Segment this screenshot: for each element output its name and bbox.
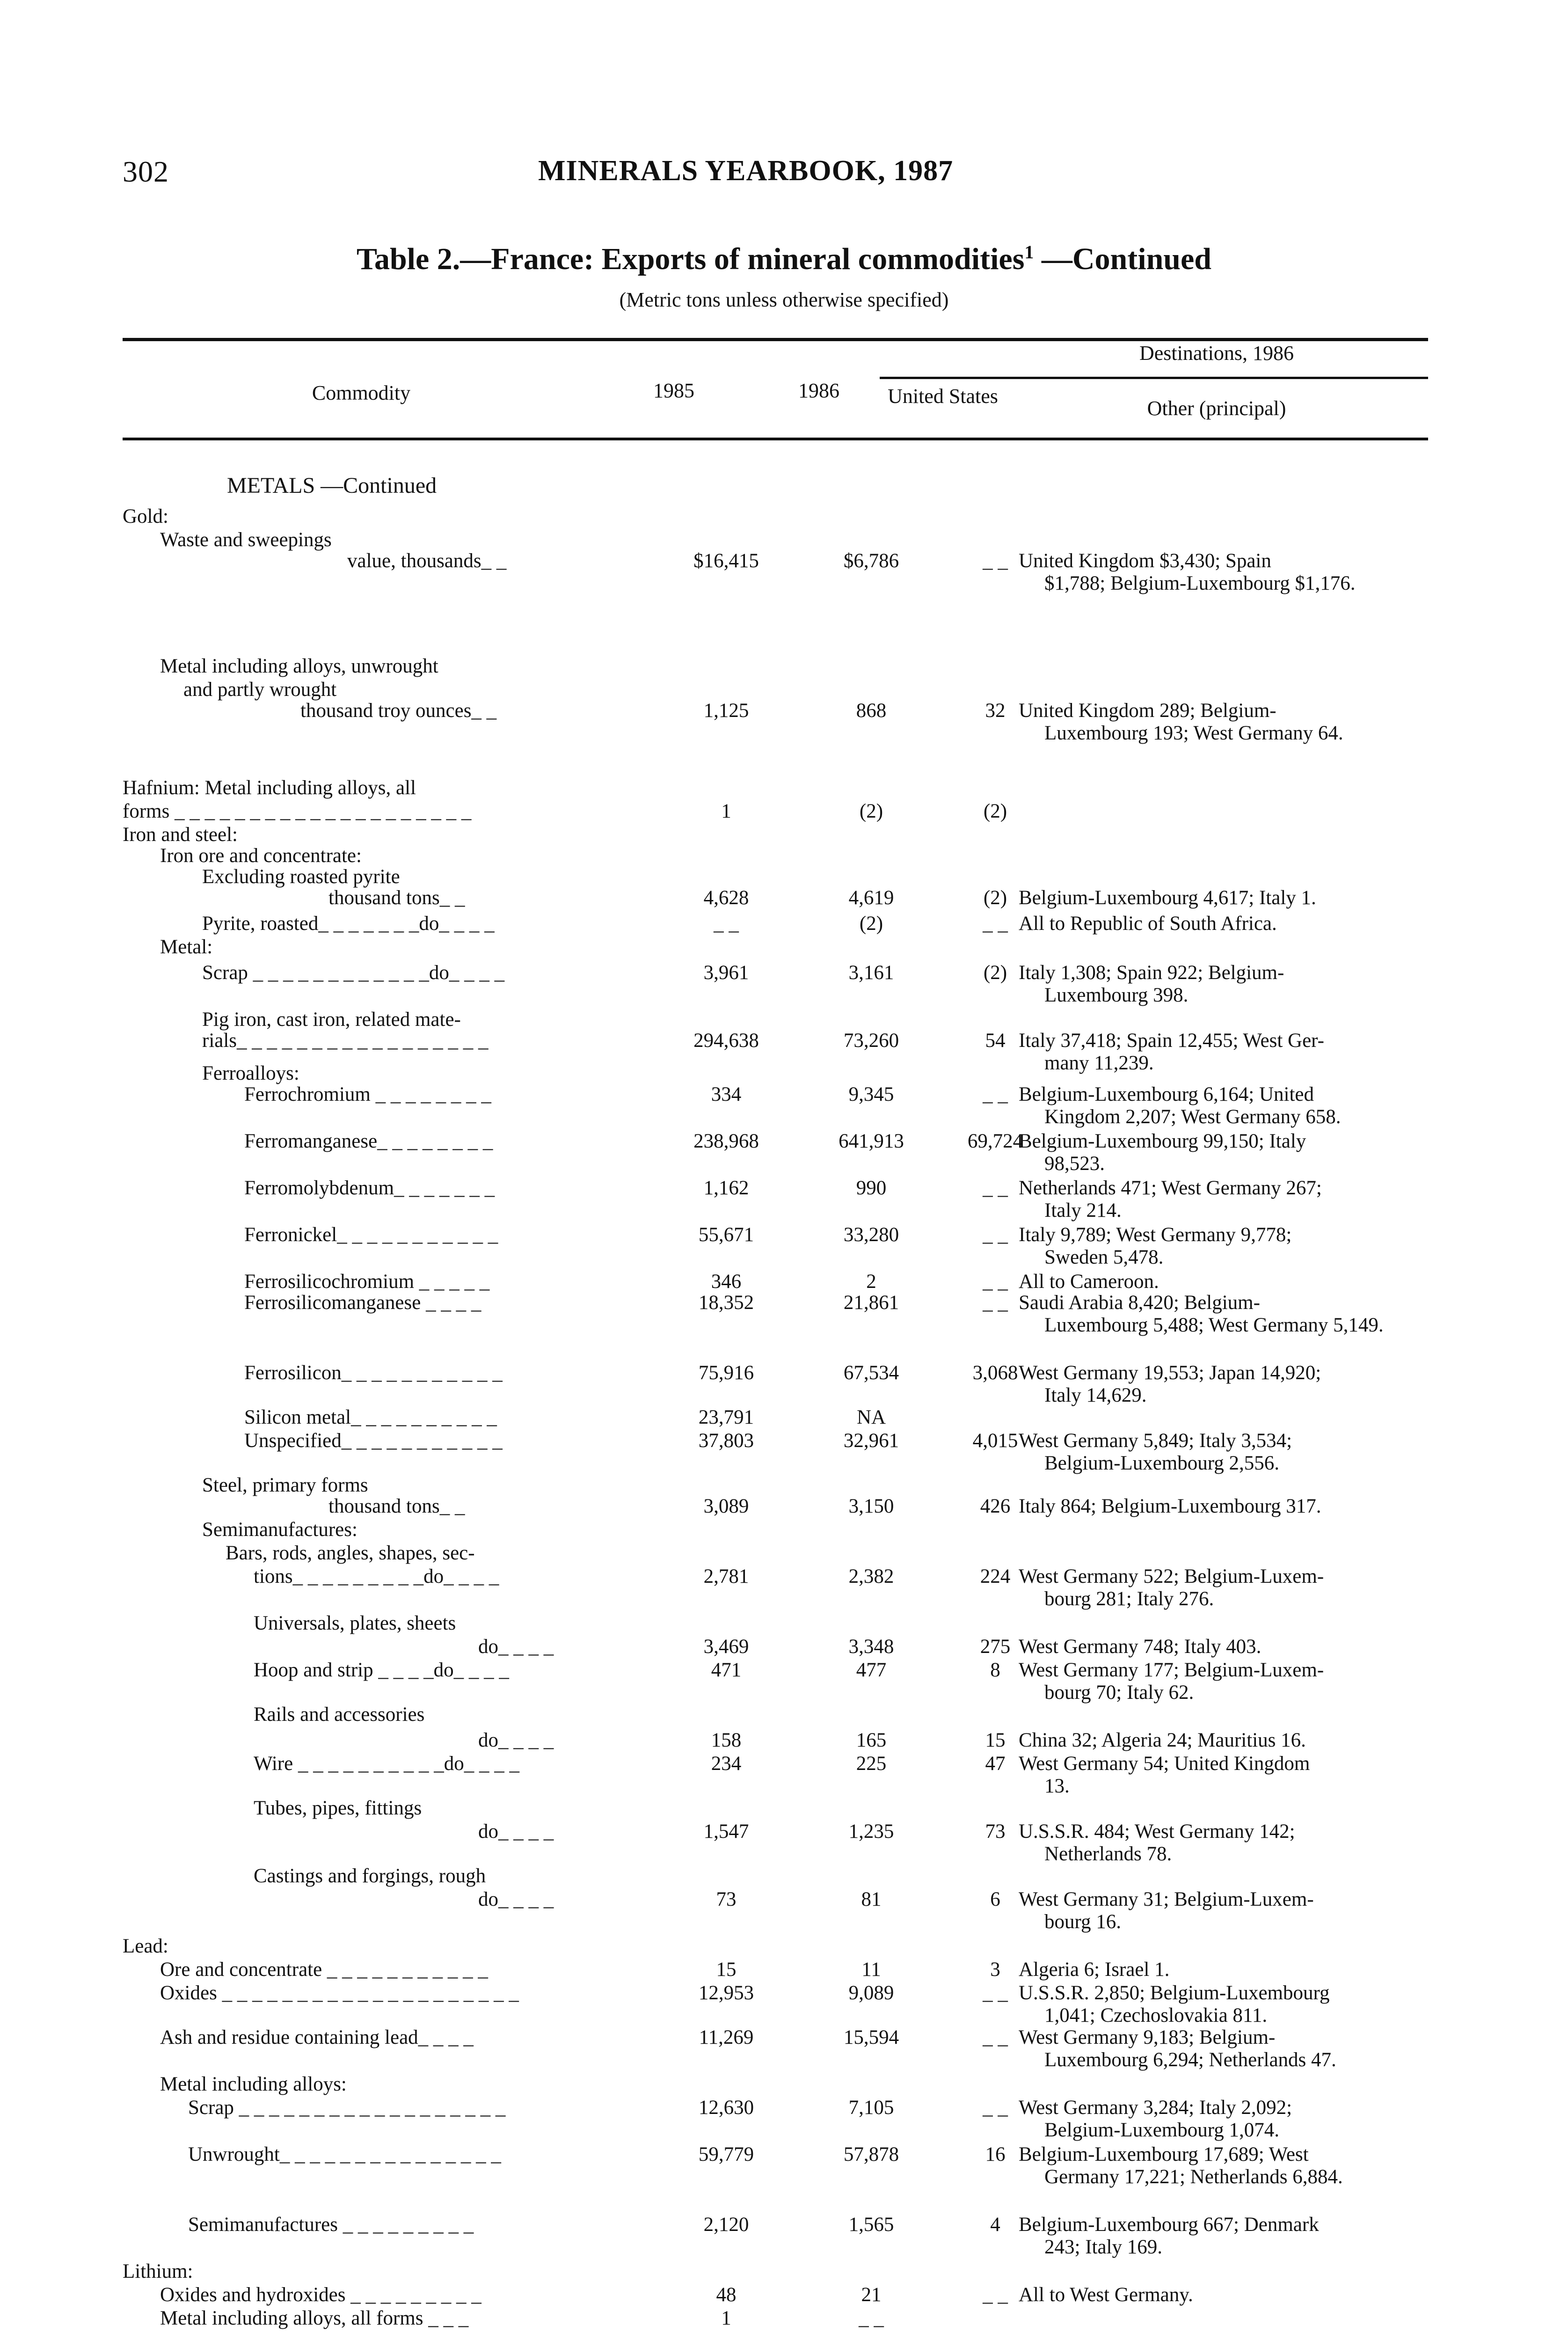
commodity-cell: do_ _ _ _ — [478, 1636, 554, 1658]
other-destinations-cell — [1019, 1495, 1430, 1518]
running-title: MINERALS YEARBOOK, 1987 — [538, 155, 954, 187]
other-destinations-cell — [1019, 2284, 1430, 2306]
commodity-cell: Ferronickel_ _ _ _ _ _ _ _ _ _ _ — [244, 1224, 498, 1246]
commodity-cell: Hoop and strip _ _ _ _do_ _ _ _ — [254, 1659, 509, 1681]
other-destinations-line: Saudi Arabia 8,420; Belgium- — [1019, 1292, 1260, 1314]
other-destinations-line: Belgium-Luxembourg 4,617; Italy 1. — [1019, 887, 1316, 909]
other-destinations-line: bourg 16. — [1044, 1911, 1122, 1933]
other-destinations-line: Germany 17,221; Netherlands 6,884. — [1044, 2166, 1343, 2188]
value-1985-cell: 73 — [716, 1888, 737, 1910]
value-1986-cell: 2 — [866, 1271, 876, 1293]
column-header-other: Other (principal) — [1147, 397, 1286, 420]
commodity-cell: Metal including alloys: — [160, 2073, 347, 2095]
destinations-rule — [880, 377, 1428, 379]
other-destinations-line: Belgium-Luxembourg 17,689; West — [1019, 2143, 1309, 2165]
value-1985-cell: $16,415 — [693, 550, 759, 572]
other-destinations-cell — [1019, 887, 1430, 909]
column-header-1985: 1985 — [653, 379, 694, 402]
commodity-cell: Lead: — [123, 1935, 168, 1957]
united-states-cell: (2) — [983, 962, 1007, 984]
united-states-cell: (2) — [983, 800, 1007, 822]
value-1985-cell: 59,779 — [698, 2143, 754, 2165]
other-destinations-line: Netherlands 471; West Germany 267; — [1019, 1177, 1322, 1199]
value-1986-cell: 1,235 — [848, 1821, 894, 1843]
united-states-cell: _ _ — [983, 2284, 1008, 2306]
other-destinations-line: Italy 14,629. — [1044, 1384, 1147, 1406]
united-states-cell: 275 — [980, 1636, 1011, 1658]
value-1985-cell: _ _ — [714, 913, 739, 935]
value-1986-cell: (2) — [859, 800, 883, 822]
value-1985-cell: 11,269 — [699, 2026, 754, 2048]
other-destinations-line: many 11,239. — [1044, 1052, 1154, 1074]
commodity-cell: tions_ _ _ _ _ _ _ _ _do_ _ _ _ — [254, 1565, 499, 1587]
value-1985-cell: 1,162 — [703, 1177, 749, 1199]
other-destinations-line: West Germany 19,553; Japan 14,920; — [1019, 1362, 1321, 1384]
commodity-cell: value, thousands_ _ — [347, 550, 507, 572]
commodity-cell: Scrap _ _ _ _ _ _ _ _ _ _ _ _do_ _ _ _ — [202, 962, 505, 984]
commodity-cell: Oxides and hydroxides _ _ _ _ _ _ _ _ _ — [160, 2284, 481, 2306]
united-states-cell: 224 — [980, 1565, 1011, 1587]
other-destinations-cell — [1019, 1888, 1430, 1933]
other-destinations-cell — [1019, 1982, 1430, 2027]
value-1985-cell: 55,671 — [698, 1224, 754, 1246]
commodity-cell: thousand tons_ _ — [328, 887, 465, 909]
value-1986-cell: 32,961 — [843, 1430, 899, 1452]
commodity-cell: Gold: — [123, 505, 168, 527]
commodity-cell: Unwrought_ _ _ _ _ _ _ _ _ _ _ _ _ _ _ — [188, 2143, 501, 2165]
value-1986-cell: 1,565 — [848, 2214, 894, 2236]
table-top-rule — [123, 338, 1428, 341]
other-destinations-line: 243; Italy 169. — [1044, 2236, 1162, 2258]
united-states-cell: (2) — [983, 887, 1007, 909]
other-destinations-line: Belgium-Luxembourg 667; Denmark — [1019, 2214, 1319, 2236]
value-1985-cell: 18,352 — [698, 1292, 754, 1314]
value-1985-cell: 234 — [711, 1753, 742, 1775]
other-destinations-line: bourg 281; Italy 276. — [1044, 1588, 1214, 1610]
other-destinations-line: Belgium-Luxembourg 99,150; Italy — [1019, 1130, 1306, 1152]
value-1985-cell: 1 — [721, 2307, 731, 2329]
united-states-cell: _ _ — [983, 1224, 1008, 1246]
value-1986-cell: 2,382 — [848, 1565, 894, 1587]
united-states-cell: 73 — [985, 1821, 1006, 1843]
other-destinations-cell — [1019, 1753, 1430, 1798]
value-1986-cell: 3,150 — [848, 1495, 894, 1517]
value-1985-cell: 12,953 — [698, 1982, 754, 2004]
commodity-cell: Ferromolybdenum_ _ _ _ _ _ _ — [244, 1177, 495, 1199]
united-states-cell: 15 — [985, 1729, 1006, 1751]
value-1985-cell: 3,469 — [703, 1636, 749, 1658]
other-destinations-line: Algeria 6; Israel 1. — [1019, 1959, 1170, 1981]
value-1986-cell: 868 — [856, 700, 887, 722]
commodity-cell: and partly wrought — [183, 679, 337, 701]
other-destinations-line: West Germany 177; Belgium-Luxem- — [1019, 1659, 1324, 1681]
value-1986-cell: 15,594 — [843, 2026, 899, 2048]
commodity-cell: do_ _ _ _ — [478, 1888, 554, 1910]
commodity-cell: Semimanufactures _ _ _ _ _ _ _ _ _ — [188, 2214, 474, 2236]
value-1986-cell: 3,348 — [848, 1636, 894, 1658]
other-destinations-line: 98,523. — [1044, 1153, 1105, 1175]
commodity-cell: Waste and sweepings — [160, 529, 332, 551]
united-states-cell: 54 — [985, 1030, 1006, 1052]
column-header-1986: 1986 — [798, 379, 839, 402]
other-destinations-cell — [1019, 2026, 1430, 2071]
other-destinations-line: Luxembourg 6,294; Netherlands 47. — [1044, 2049, 1336, 2071]
other-destinations-cell — [1019, 1659, 1430, 1704]
united-states-cell: _ _ — [983, 2026, 1008, 2048]
united-states-cell: _ _ — [983, 1271, 1008, 1293]
other-destinations-cell — [1019, 1030, 1430, 1075]
value-1985-cell: 4,628 — [703, 887, 749, 909]
value-1985-cell: 3,961 — [703, 962, 749, 984]
other-destinations-line: All to West Germany. — [1019, 2284, 1193, 2306]
other-destinations-line: Belgium-Luxembourg 6,164; United — [1019, 1083, 1314, 1105]
value-1986-cell: 57,878 — [843, 2143, 899, 2165]
value-1985-cell: 75,916 — [698, 1362, 754, 1384]
value-1986-cell: 21,861 — [843, 1292, 899, 1314]
table-title-footnote: 1 — [1024, 241, 1034, 263]
commodity-cell: Ferrosilicomanganese _ _ _ _ — [244, 1292, 481, 1314]
other-destinations-cell — [1019, 913, 1430, 935]
other-destinations-cell — [1019, 1224, 1430, 1269]
value-1986-cell: 641,913 — [839, 1130, 904, 1152]
other-destinations-line: West Germany 522; Belgium-Luxem- — [1019, 1565, 1324, 1587]
value-1986-cell: 67,534 — [843, 1362, 899, 1384]
other-destinations-cell — [1019, 1271, 1430, 1293]
other-destinations-line: 1,041; Czechoslovakia 811. — [1044, 2004, 1268, 2026]
other-destinations-line: Italy 214. — [1044, 1199, 1122, 1221]
other-destinations-line: West Germany 31; Belgium-Luxem- — [1019, 1888, 1314, 1910]
value-1986-cell: 11 — [861, 1959, 881, 1981]
other-destinations-line: Italy 1,308; Spain 922; Belgium- — [1019, 962, 1284, 984]
other-destinations-line: West Germany 5,849; Italy 3,534; — [1019, 1430, 1292, 1452]
commodity-cell: Ash and residue containing lead_ _ _ _ — [160, 2026, 474, 2048]
value-1985-cell: 15 — [716, 1959, 737, 1981]
value-1985-cell: 2,781 — [703, 1565, 749, 1587]
other-destinations-line: West Germany 54; United Kingdom — [1019, 1753, 1310, 1775]
value-1985-cell: 334 — [711, 1083, 742, 1105]
other-destinations-line: Belgium-Luxembourg 2,556. — [1044, 1452, 1280, 1474]
commodity-cell: Ore and concentrate _ _ _ _ _ _ _ _ _ _ _ — [160, 1959, 488, 1981]
other-destinations-line: Kingdom 2,207; West Germany 658. — [1044, 1106, 1341, 1128]
table-title-text: Table 2.—France: Exports of mineral commodities — [357, 242, 1025, 276]
other-destinations-cell — [1019, 2143, 1430, 2188]
value-1985-cell: 23,791 — [698, 1406, 754, 1428]
commodity-cell: thousand tons_ _ — [328, 1495, 465, 1517]
united-states-cell: 4 — [990, 2214, 1000, 2236]
united-states-cell: 3 — [990, 1959, 1000, 1981]
value-1985-cell: 294,638 — [693, 1030, 759, 1052]
other-destinations-cell — [1019, 1130, 1430, 1175]
value-1985-cell: 158 — [711, 1729, 742, 1751]
other-destinations-cell — [1019, 2214, 1430, 2259]
united-states-cell: _ _ — [983, 913, 1008, 935]
commodity-cell: Lithium: — [123, 2260, 193, 2282]
united-states-cell: _ _ — [983, 1292, 1008, 1314]
value-1986-cell: $6,786 — [843, 550, 899, 572]
united-states-cell: 6 — [990, 1888, 1000, 1910]
united-states-cell: _ _ — [983, 1177, 1008, 1199]
other-destinations-line: Sweden 5,478. — [1044, 1246, 1164, 1268]
table-title-suffix: —Continued — [1034, 242, 1211, 276]
united-states-cell: 8 — [990, 1659, 1000, 1681]
other-destinations-line: China 32; Algeria 24; Mauritius 16. — [1019, 1729, 1306, 1751]
commodity-cell: Castings and forgings, rough — [254, 1865, 486, 1887]
other-destinations-line: Belgium-Luxembourg 1,074. — [1044, 2119, 1280, 2141]
united-states-cell: 69,724 — [967, 1130, 1023, 1152]
united-states-cell: _ _ — [983, 1982, 1008, 2004]
value-1986-cell: 3,161 — [848, 962, 894, 984]
other-destinations-line: West Germany 3,284; Italy 2,092; — [1019, 2097, 1292, 2119]
column-header-united-states: United States — [888, 385, 998, 408]
other-destinations-line: 13. — [1044, 1775, 1070, 1797]
commodity-cell: Excluding roasted pyrite — [202, 866, 400, 888]
column-header-commodity: Commodity — [312, 381, 411, 404]
united-states-cell: 32 — [985, 700, 1006, 722]
other-destinations-cell — [1019, 1636, 1430, 1658]
other-destinations-line: All to Republic of South Africa. — [1019, 913, 1277, 935]
value-1986-cell: 21 — [861, 2284, 882, 2306]
united-states-cell: _ _ — [983, 2097, 1008, 2119]
other-destinations-cell — [1019, 1959, 1430, 1981]
other-destinations-line: United Kingdom $3,430; Spain — [1019, 550, 1271, 572]
page-number: 302 — [123, 155, 169, 188]
commodity-cell: Iron and steel: — [123, 824, 238, 846]
value-1986-cell: 4,619 — [848, 887, 894, 909]
value-1985-cell: 1,125 — [703, 700, 749, 722]
other-destinations-line: All to Cameroon. — [1019, 1271, 1159, 1293]
other-destinations-line: Luxembourg 5,488; West Germany 5,149. — [1044, 1314, 1384, 1336]
other-destinations-line: West Germany 9,183; Belgium- — [1019, 2026, 1276, 2048]
value-1986-cell: 33,280 — [843, 1224, 899, 1246]
commodity-cell: Ferroalloys: — [202, 1062, 299, 1084]
value-1985-cell: 3,089 — [703, 1495, 749, 1517]
commodity-cell: Wire _ _ _ _ _ _ _ _ _ _do_ _ _ _ — [254, 1753, 519, 1775]
value-1986-cell: 9,345 — [848, 1083, 894, 1105]
other-destinations-line: Netherlands 78. — [1044, 1843, 1172, 1865]
commodity-cell: Unspecified_ _ _ _ _ _ _ _ _ _ _ — [244, 1430, 503, 1452]
value-1986-cell: (2) — [859, 913, 883, 935]
value-1986-cell: 81 — [861, 1888, 882, 1910]
value-1986-cell: NA — [856, 1406, 886, 1428]
commodity-cell: thousand troy ounces_ _ — [300, 700, 497, 722]
value-1985-cell: 471 — [711, 1659, 742, 1681]
value-1986-cell: 7,105 — [848, 2097, 894, 2119]
united-states-cell: 4,015 — [972, 1430, 1018, 1452]
value-1986-cell: 225 — [856, 1753, 887, 1775]
commodity-cell: Ferrosilicon_ _ _ _ _ _ _ _ _ _ _ — [244, 1362, 503, 1384]
column-header-destinations: Destinations, 1986 — [1139, 342, 1294, 365]
united-states-cell: 3,068 — [972, 1362, 1018, 1384]
other-destinations-cell — [1019, 550, 1430, 595]
other-destinations-line: U.S.S.R. 2,850; Belgium-Luxembourg — [1019, 1982, 1330, 2004]
commodity-cell: Scrap _ _ _ _ _ _ _ _ _ _ _ _ _ _ _ _ _ _ — [188, 2097, 506, 2119]
commodity-cell: Metal including alloys, unwrought — [160, 655, 438, 677]
commodity-cell: Ferromanganese_ _ _ _ _ _ _ _ — [244, 1130, 493, 1152]
other-destinations-line: $1,788; Belgium-Luxembourg $1,176. — [1044, 572, 1356, 594]
value-1986-cell: 73,260 — [843, 1030, 899, 1052]
other-destinations-cell — [1019, 1083, 1430, 1128]
other-destinations-cell — [1019, 1292, 1430, 1337]
commodity-cell: Pig iron, cast iron, related mate- — [202, 1009, 461, 1031]
commodity-cell: Oxides _ _ _ _ _ _ _ _ _ _ _ _ _ _ _ _ _ _ _ _ — [160, 1982, 519, 2004]
united-states-cell: _ _ — [983, 1083, 1008, 1105]
value-1985-cell: 346 — [711, 1271, 742, 1293]
commodity-cell: forms _ _ _ _ _ _ _ _ _ _ _ _ _ _ _ _ _ _ _ _ — [123, 800, 472, 822]
value-1986-cell: _ _ — [859, 2307, 884, 2329]
commodity-cell: do_ _ _ _ — [478, 1821, 554, 1843]
other-destinations-line: Luxembourg 398. — [1044, 984, 1189, 1006]
value-1985-cell: 1,547 — [703, 1821, 749, 1843]
united-states-cell: 47 — [985, 1753, 1006, 1775]
table-title — [0, 241, 1568, 277]
commodity-cell: Metal: — [160, 936, 213, 958]
table-subtitle: (Metric tons unless otherwise specified) — [619, 288, 949, 311]
commodity-cell: Silicon metal_ _ _ _ _ _ _ _ _ _ — [244, 1406, 497, 1428]
other-destinations-cell — [1019, 1729, 1430, 1752]
other-destinations-line: Italy 9,789; West Germany 9,778; — [1019, 1224, 1292, 1246]
other-destinations-line: West Germany 748; Italy 403. — [1019, 1636, 1262, 1658]
other-destinations-line: Italy 864; Belgium-Luxembourg 317. — [1019, 1495, 1321, 1517]
commodity-cell: Pyrite, roasted_ _ _ _ _ _ _do_ _ _ _ — [202, 913, 495, 935]
commodity-cell: Hafnium: Metal including alloys, all — [123, 777, 416, 799]
other-destinations-cell — [1019, 1177, 1430, 1222]
other-destinations-cell — [1019, 2097, 1430, 2142]
other-destinations-line: U.S.S.R. 484; West Germany 142; — [1019, 1821, 1295, 1843]
commodity-cell: Iron ore and concentrate: — [160, 845, 362, 867]
other-destinations-cell — [1019, 1565, 1430, 1610]
value-1986-cell: 9,089 — [848, 1982, 894, 2004]
commodity-cell: rials_ _ _ _ _ _ _ _ _ _ _ _ _ _ _ _ _ — [202, 1030, 489, 1052]
value-1986-cell: 477 — [856, 1659, 887, 1681]
other-destinations-line: Luxembourg 193; West Germany 64. — [1044, 722, 1343, 744]
other-destinations-cell — [1019, 1821, 1430, 1865]
united-states-cell: 426 — [980, 1495, 1011, 1517]
header-bottom-rule — [123, 438, 1428, 440]
value-1985-cell: 37,803 — [698, 1430, 754, 1452]
value-1985-cell: 2,120 — [703, 2214, 749, 2236]
commodity-cell: Metal including alloys, all forms _ _ _ — [160, 2307, 469, 2329]
value-1985-cell: 1 — [721, 800, 731, 822]
value-1986-cell: 990 — [856, 1177, 887, 1199]
other-destinations-cell — [1019, 1430, 1430, 1475]
other-destinations-line: Italy 37,418; Spain 12,455; West Ger- — [1019, 1030, 1324, 1052]
section-label: METALS —Continued — [227, 473, 437, 498]
other-destinations-cell — [1019, 1362, 1430, 1407]
value-1986-cell: 165 — [856, 1729, 887, 1751]
commodity-cell: Bars, rods, angles, shapes, sec- — [226, 1542, 475, 1564]
commodity-cell: Rails and accessories — [254, 1704, 425, 1726]
other-destinations-line: United Kingdom 289; Belgium- — [1019, 700, 1276, 722]
commodity-cell: Semimanufactures: — [202, 1519, 357, 1541]
commodity-cell: do_ _ _ _ — [478, 1729, 554, 1751]
united-states-cell: 16 — [985, 2143, 1006, 2165]
value-1985-cell: 48 — [716, 2284, 737, 2306]
commodity-cell: Ferrosilicochromium _ _ _ _ _ — [244, 1271, 490, 1293]
value-1985-cell: 12,630 — [698, 2097, 754, 2119]
commodity-cell: Universals, plates, sheets — [254, 1612, 456, 1634]
united-states-cell: _ _ — [983, 550, 1008, 572]
commodity-cell: Ferrochromium _ _ _ _ _ _ _ _ — [244, 1083, 491, 1105]
other-destinations-line: bourg 70; Italy 62. — [1044, 1682, 1194, 1704]
commodity-cell: Tubes, pipes, fittings — [254, 1797, 422, 1819]
commodity-cell: Steel, primary forms — [202, 1474, 368, 1496]
other-destinations-cell — [1019, 962, 1430, 1007]
value-1985-cell: 238,968 — [693, 1130, 759, 1152]
other-destinations-cell — [1019, 700, 1430, 745]
